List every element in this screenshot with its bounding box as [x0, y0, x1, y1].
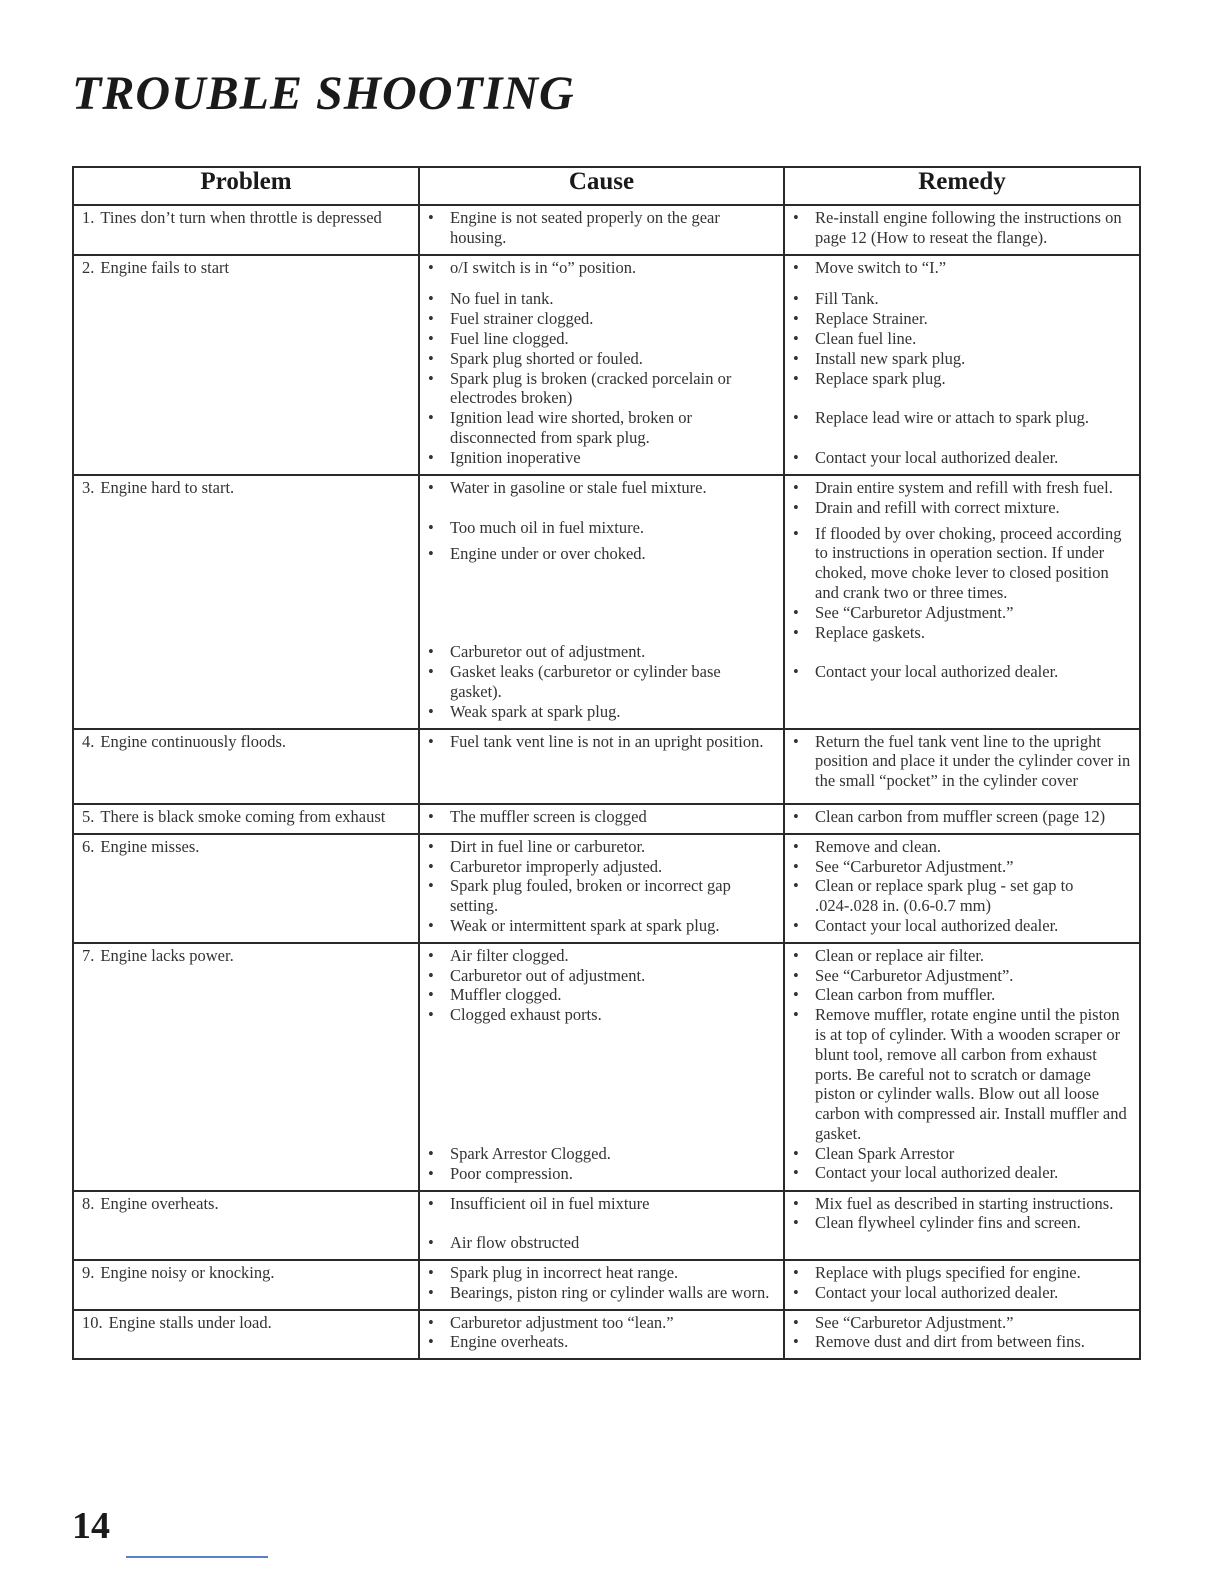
cause-item	[428, 544, 775, 564]
bullet-icon: •	[793, 368, 799, 388]
cause-item	[428, 857, 775, 877]
bullet-icon: •	[428, 1005, 434, 1025]
cause-item	[428, 369, 775, 409]
remedy-item	[793, 498, 1131, 518]
table-row	[73, 943, 1140, 1191]
cause-item	[428, 309, 775, 329]
remedy-item	[793, 1163, 1131, 1183]
problem-cell	[73, 205, 419, 255]
bullet-icon: •	[793, 731, 799, 751]
cause-cell	[419, 804, 784, 834]
bullet-icon: •	[428, 985, 434, 1005]
cause-text: o/I switch is in “o” position.	[450, 257, 637, 277]
bullet-icon: •	[428, 208, 434, 227]
cause-item	[428, 732, 775, 752]
remedy-text: Clean or replace spark plug - set gap to .024-.028 in. (0.6-0.7 mm)	[815, 876, 1074, 916]
remedy-cell	[784, 804, 1140, 834]
remedy-text: Replace with plugs specified for engine.	[815, 1263, 1081, 1283]
bullet-icon: •	[428, 517, 434, 537]
remedy-item	[793, 1144, 1131, 1164]
cause-item	[428, 349, 775, 369]
problem-text: Tines don’t turn when throttle is depressed	[100, 208, 382, 227]
bullet-icon: •	[793, 1163, 799, 1183]
cause-text: Spark plug shorted or fouled.	[450, 348, 643, 368]
remedy-item	[793, 1263, 1131, 1283]
remedy-cell	[784, 1310, 1140, 1360]
problem-cell	[73, 475, 419, 729]
problem-number: 2.	[82, 257, 95, 277]
bullet-icon: •	[793, 856, 799, 876]
bullet-icon: •	[793, 1332, 799, 1352]
cause-item	[428, 208, 775, 248]
bullet-icon: •	[428, 806, 434, 826]
problem-text: Engine misses.	[100, 836, 200, 856]
cause-item	[428, 662, 775, 702]
remedy-item	[793, 369, 1131, 389]
cause-text: Weak spark at spark plug.	[450, 701, 621, 721]
cause-item	[428, 1263, 775, 1283]
cause-item	[428, 518, 775, 538]
table-row	[73, 1310, 1140, 1360]
remedy-text: Clean flywheel cylinder fins and screen.	[815, 1213, 1081, 1233]
remedy-item	[793, 329, 1131, 349]
remedy-item	[793, 524, 1131, 603]
table-row	[73, 729, 1140, 804]
bullet-icon: •	[428, 477, 434, 497]
bullet-icon: •	[793, 806, 799, 826]
bullet-icon: •	[793, 348, 799, 368]
remedy-text: Move switch to “I.”	[815, 257, 947, 277]
page-number: 14	[72, 1505, 110, 1547]
cause-text: Ignition inoperative	[450, 447, 581, 467]
problem-number: 4.	[82, 731, 95, 751]
remedy-cell	[784, 729, 1140, 804]
cause-text: Carburetor adjustment too “lean.”	[450, 1312, 674, 1332]
bullet-icon: •	[793, 448, 799, 468]
cause-text: Engine overheats.	[450, 1332, 569, 1352]
remedy-item	[793, 662, 1131, 682]
bullet-icon: •	[428, 447, 434, 467]
remedy-item	[793, 309, 1131, 329]
remedy-text: See “Carburetor Adjustment.”	[815, 856, 1014, 876]
bullet-icon: •	[428, 348, 434, 368]
bullet-icon: •	[793, 1213, 799, 1233]
bullet-icon: •	[793, 523, 799, 543]
remedy-text: Clean fuel line.	[815, 328, 917, 348]
bullet-icon: •	[793, 289, 799, 309]
cause-item	[428, 916, 775, 936]
remedy-text: Mix fuel as described in starting instructions.	[815, 1193, 1114, 1213]
remedy-text: Clean or replace air filter.	[815, 945, 985, 965]
bullet-icon: •	[428, 543, 434, 563]
remedy-item	[793, 837, 1131, 857]
cause-item	[428, 642, 775, 662]
cause-text: Fuel strainer clogged.	[450, 309, 594, 329]
bullet-icon: •	[793, 408, 799, 428]
cause-text: Spark plug is broken (cracked porcelain or electrodes broken)	[450, 368, 732, 408]
problem-cell	[73, 943, 419, 1191]
remedy-text: Clean carbon from muffler.	[815, 985, 996, 1005]
cause-header: Cause	[419, 167, 784, 205]
remedy-text: Contact your local authorized dealer.	[815, 1282, 1059, 1302]
cause-item	[428, 1164, 775, 1184]
cause-text: Weak or intermittent spark at spark plug.	[450, 915, 720, 935]
bullet-icon: •	[793, 985, 799, 1005]
remedy-item	[793, 1283, 1131, 1303]
problem-cell	[73, 1310, 419, 1360]
remedy-item	[793, 349, 1131, 369]
cause-item	[428, 1283, 775, 1303]
bullet-icon: •	[793, 915, 799, 935]
bullet-icon: •	[428, 662, 434, 682]
remedy-item	[793, 1005, 1131, 1144]
cause-item	[428, 946, 775, 966]
troubleshooting-table	[72, 166, 1141, 1360]
remedy-item	[793, 258, 1131, 278]
bullet-icon: •	[428, 642, 434, 662]
problem-number: 9.	[82, 1263, 95, 1283]
bullet-icon: •	[793, 1312, 799, 1332]
remedy-text: Clean Spark Arrestor	[815, 1143, 955, 1163]
bullet-icon: •	[793, 208, 799, 227]
remedy-text: Replace spark plug.	[815, 368, 946, 388]
remedy-cell	[784, 205, 1140, 255]
problem-text: Engine fails to start	[100, 257, 230, 277]
cause-text: Carburetor out of adjustment.	[450, 642, 646, 662]
bullet-icon: •	[793, 662, 799, 682]
problem-cell	[73, 1191, 419, 1261]
cause-text: Carburetor out of adjustment.	[450, 965, 646, 985]
remedy-item	[793, 208, 1131, 248]
cause-item	[428, 1005, 775, 1025]
header-row	[73, 167, 1140, 205]
remedy-text: Remove dust and dirt from between fins.	[815, 1332, 1085, 1352]
remedy-item	[793, 478, 1131, 498]
remedy-item	[793, 807, 1131, 827]
cause-text: Insufficient oil in fuel mixture	[450, 1193, 650, 1213]
cause-text: Spark plug fouled, broken or incorrect gap setting.	[450, 876, 731, 916]
bullet-icon: •	[793, 622, 799, 642]
bullet-icon: •	[428, 945, 434, 965]
remedy-text: Contact your local authorized dealer.	[815, 448, 1059, 468]
cause-text: Spark Arrestor Clogged.	[450, 1143, 611, 1163]
bullet-icon: •	[793, 328, 799, 348]
remedy-item	[793, 732, 1131, 791]
cause-cell	[419, 1310, 784, 1360]
remedy-text: Clean carbon from muffler screen (page 12)	[815, 806, 1106, 826]
bullet-icon: •	[793, 477, 799, 497]
bullet-icon: •	[428, 876, 434, 896]
cause-text: Air flow obstructed	[450, 1233, 580, 1253]
problem-number: 3.	[82, 477, 95, 497]
bullet-icon: •	[793, 309, 799, 329]
remedy-text: Remove and clean.	[815, 836, 941, 856]
bullet-icon: •	[428, 836, 434, 856]
cause-text: Too much oil in fuel mixture.	[450, 517, 645, 537]
cause-item	[428, 408, 775, 448]
bullet-icon: •	[793, 1263, 799, 1283]
remedy-cell	[784, 1191, 1140, 1261]
problem-text: Engine overheats.	[100, 1193, 219, 1213]
cause-text: No fuel in tank.	[450, 289, 554, 309]
bullet-icon: •	[428, 1282, 434, 1302]
remedy-text: Re-install engine following the instructions on page 12 (How to reseat the flange).	[815, 208, 1122, 247]
problem-text: Engine continuously floods.	[100, 731, 286, 751]
remedy-cell	[784, 475, 1140, 729]
bullet-icon: •	[428, 368, 434, 388]
cause-item	[428, 702, 775, 722]
bullet-icon: •	[428, 328, 434, 348]
bullet-icon: •	[793, 1193, 799, 1213]
cause-text: Ignition lead wire shorted, broken or disconnected from spark plug.	[450, 408, 692, 447]
bullet-icon: •	[428, 1163, 434, 1183]
page-title: TROUBLE SHOOTING	[72, 67, 575, 120]
remedy-cell	[784, 943, 1140, 1191]
remedy-text: Drain and refill with correct mixture.	[815, 497, 1060, 517]
problem-cell	[73, 804, 419, 834]
problem-number: 10.	[82, 1312, 103, 1332]
remedy-item	[793, 966, 1131, 986]
problem-number: 1.	[82, 208, 95, 227]
problem-cell	[73, 255, 419, 475]
remedy-text: Fill Tank.	[815, 289, 879, 309]
table-row	[73, 205, 1140, 255]
cause-text: The muffler screen is clogged	[450, 806, 647, 826]
bullet-icon: •	[428, 1193, 434, 1213]
bullet-icon: •	[793, 257, 799, 277]
remedy-text: Return the fuel tank vent line to the upright position and place it under the cylinder cover in the small “pocket” in the cylinder cover	[815, 731, 1131, 791]
cause-text: Gasket leaks (carburetor or cylinder base gasket).	[450, 662, 721, 701]
remedy-item	[793, 1213, 1131, 1233]
bullet-icon: •	[793, 1005, 799, 1025]
remedy-cell	[784, 834, 1140, 943]
remedy-item	[793, 946, 1131, 966]
remedy-cell	[784, 1260, 1140, 1310]
problem-cell	[73, 1260, 419, 1310]
remedy-item	[793, 408, 1131, 428]
cause-item	[428, 807, 775, 827]
remedy-text: If flooded by over choking, proceed according to instructions in operation section. If under choked, move choke lever to closed position and crank two or three times.	[815, 523, 1122, 602]
problem-number: 6.	[82, 836, 95, 856]
remedy-text: Drain entire system and refill with fresh fuel.	[815, 477, 1113, 497]
bullet-icon: •	[793, 1143, 799, 1163]
remedy-item	[793, 1332, 1131, 1352]
remedy-item	[793, 876, 1131, 916]
remedy-text: See “Carburetor Adjustment.”	[815, 1312, 1014, 1332]
bullet-icon: •	[428, 701, 434, 721]
bullet-icon: •	[428, 1312, 434, 1332]
cause-item	[428, 985, 775, 1005]
remedy-item	[793, 623, 1131, 643]
remedy-text: Contact your local authorized dealer.	[815, 662, 1059, 682]
cause-text: Water in gasoline or stale fuel mixture.	[450, 477, 707, 497]
problem-text: There is black smoke coming from exhaust	[100, 806, 386, 826]
table-row	[73, 1260, 1140, 1310]
remedy-item	[793, 857, 1131, 877]
remedy-text: Contact your local authorized dealer.	[815, 1163, 1059, 1183]
cause-cell	[419, 834, 784, 943]
problem-header: Problem	[73, 167, 419, 205]
cause-text: Clogged exhaust ports.	[450, 1005, 602, 1025]
problem-text: Engine noisy or knocking.	[100, 1263, 275, 1283]
remedy-text: Replace lead wire or attach to spark plug.	[815, 408, 1089, 428]
remedy-item	[793, 1313, 1131, 1333]
cause-text: Spark plug in incorrect heat range.	[450, 1263, 679, 1283]
cause-cell	[419, 205, 784, 255]
cause-item	[428, 876, 775, 916]
problem-cell	[73, 729, 419, 804]
cause-cell	[419, 475, 784, 729]
bullet-icon: •	[428, 289, 434, 309]
remedy-item	[793, 603, 1131, 623]
remedy-text: Remove muffler, rotate engine until the piston is at top of cylinder. With a wooden scraper or blunt tool, remove all carbon from exhaust ports. Be careful not to scratch or damage piston or cylinder walls. Blow out all loose carbon with compressed air. Install muffler and gasket.	[815, 1005, 1127, 1143]
bullet-icon: •	[428, 1332, 434, 1352]
cause-item	[428, 1313, 775, 1333]
cause-item	[428, 448, 775, 468]
cause-item	[428, 966, 775, 986]
remedy-text: See “Carburetor Adjustment.”	[815, 602, 1014, 622]
remedy-item	[793, 1194, 1131, 1214]
bullet-icon: •	[428, 1143, 434, 1163]
problem-number: 5.	[82, 806, 95, 826]
cause-cell	[419, 729, 784, 804]
cause-item	[428, 1194, 775, 1214]
cause-text: Muffler clogged.	[450, 985, 562, 1005]
remedy-text: Replace gaskets.	[815, 622, 925, 642]
cause-text: Fuel line clogged.	[450, 328, 569, 348]
problem-number: 7.	[82, 945, 95, 965]
remedy-header: Remedy	[784, 167, 1140, 205]
bullet-icon: •	[793, 602, 799, 622]
remedy-cell	[784, 255, 1140, 475]
cause-text: Fuel tank vent line is not in an upright position.	[450, 731, 764, 751]
cause-item	[428, 258, 775, 278]
table-row	[73, 1191, 1140, 1261]
bullet-icon: •	[428, 965, 434, 985]
cause-text: Engine under or over choked.	[450, 543, 646, 563]
cause-text: Engine is not seated properly on the gear housing.	[450, 208, 720, 247]
bullet-icon: •	[793, 876, 799, 896]
cause-text: Air filter clogged.	[450, 945, 569, 965]
bullet-icon: •	[428, 856, 434, 876]
cause-text: Poor compression.	[450, 1163, 573, 1183]
cause-item	[428, 1144, 775, 1164]
remedy-text: Install new spark plug.	[815, 348, 966, 368]
table-row	[73, 475, 1140, 729]
bullet-icon: •	[793, 1282, 799, 1302]
remedy-text: Contact your local authorized dealer.	[815, 915, 1059, 935]
cause-text: Carburetor improperly adjusted.	[450, 856, 663, 876]
bullet-icon: •	[428, 1263, 434, 1283]
problem-text: Engine hard to start.	[100, 477, 235, 497]
remedy-text: See “Carburetor Adjustment”.	[815, 965, 1014, 985]
bullet-icon: •	[793, 945, 799, 965]
bullet-icon: •	[428, 1233, 434, 1253]
cause-cell	[419, 255, 784, 475]
cause-text: Bearings, piston ring or cylinder walls are worn.	[450, 1282, 770, 1302]
remedy-item	[793, 916, 1131, 936]
cause-item	[428, 478, 775, 498]
cause-item	[428, 837, 775, 857]
problem-text: Engine lacks power.	[100, 945, 234, 965]
bullet-icon: •	[428, 915, 434, 935]
bullet-icon: •	[793, 965, 799, 985]
table-row	[73, 834, 1140, 943]
bullet-icon: •	[428, 408, 434, 428]
cause-text: Dirt in fuel line or carburetor.	[450, 836, 646, 856]
table-row	[73, 255, 1140, 475]
bullet-icon: •	[428, 309, 434, 329]
bullet-icon: •	[428, 257, 434, 277]
cause-cell	[419, 943, 784, 1191]
bullet-icon: •	[428, 731, 434, 751]
cause-item	[428, 329, 775, 349]
cause-cell	[419, 1260, 784, 1310]
cause-item	[428, 289, 775, 309]
problem-cell	[73, 834, 419, 943]
problem-number: 8.	[82, 1193, 95, 1213]
bottom-divider	[126, 1556, 268, 1558]
remedy-item	[793, 289, 1131, 309]
cause-item	[428, 1233, 775, 1253]
bullet-icon: •	[793, 836, 799, 856]
remedy-text: Replace Strainer.	[815, 309, 928, 329]
remedy-item	[793, 448, 1131, 468]
cause-item	[428, 1332, 775, 1352]
table-row	[73, 804, 1140, 834]
problem-text: Engine stalls under load.	[108, 1312, 272, 1332]
cause-cell	[419, 1191, 784, 1261]
remedy-item	[793, 985, 1131, 1005]
bullet-icon: •	[793, 497, 799, 517]
